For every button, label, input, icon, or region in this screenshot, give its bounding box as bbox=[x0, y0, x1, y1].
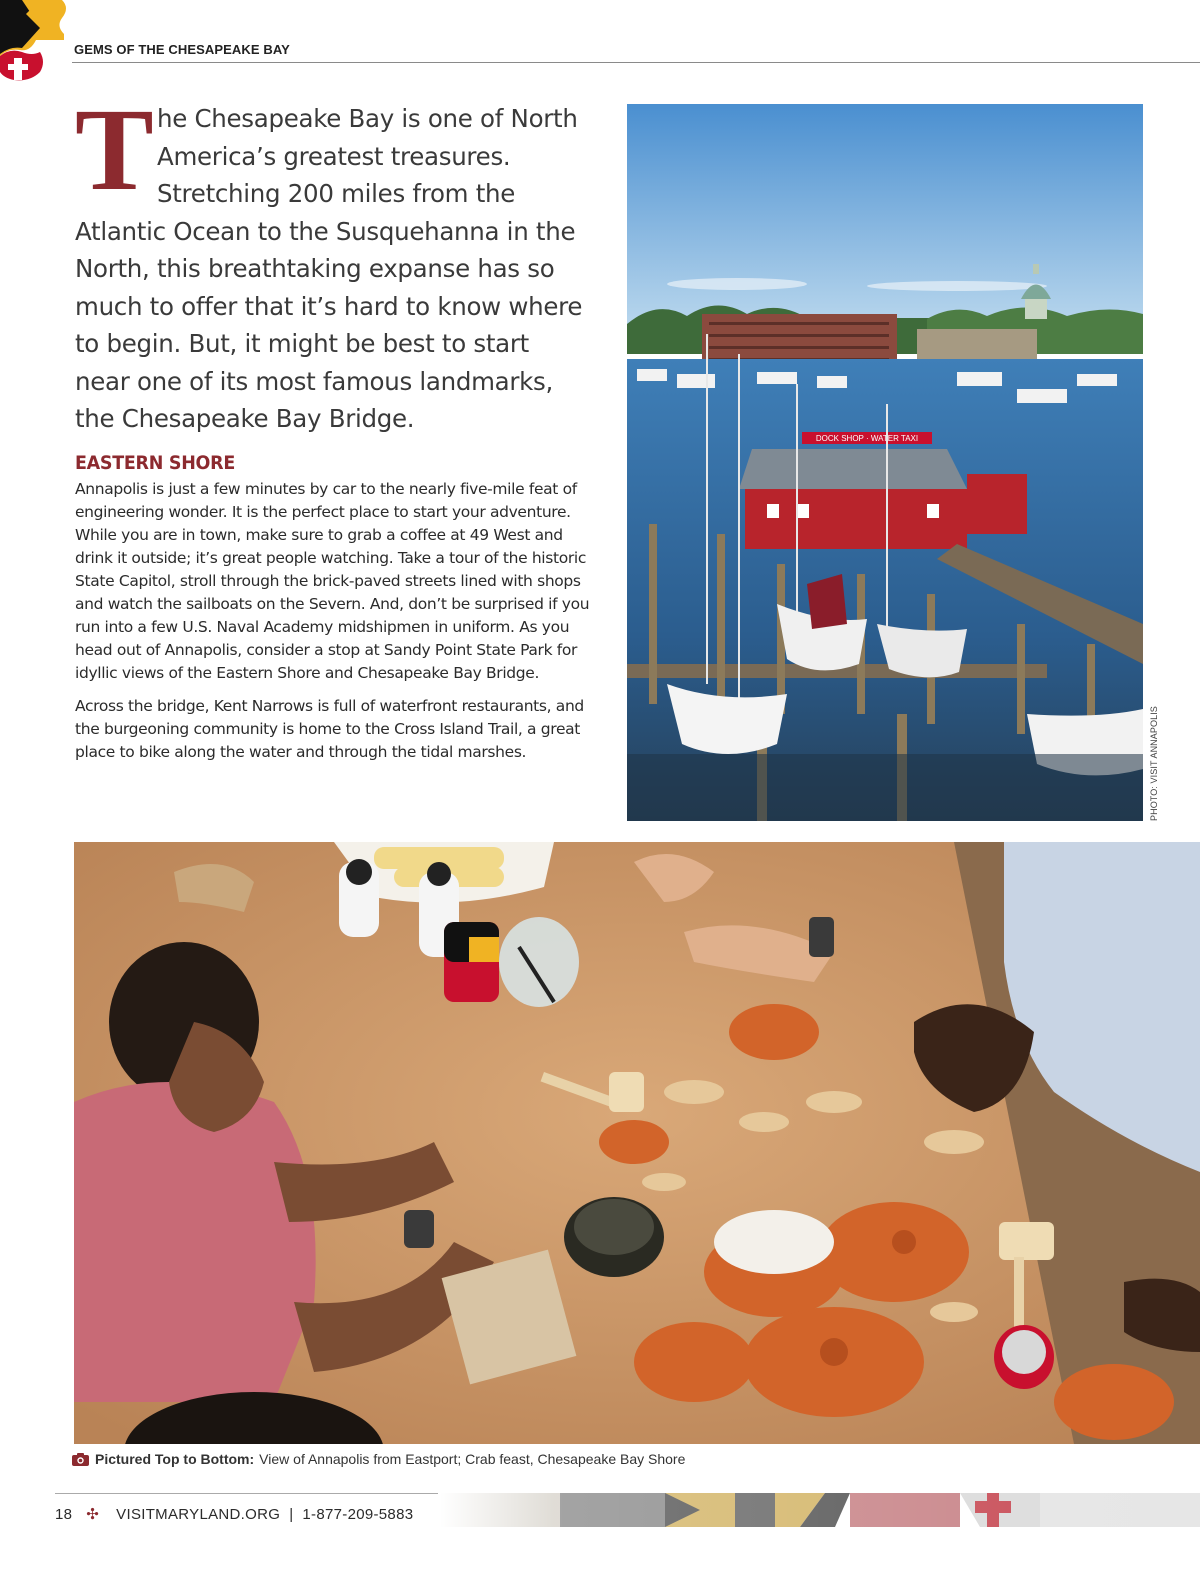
crab-feast-photo bbox=[74, 842, 1200, 1444]
intro-text: he Chesapeake Bay is one of North America’s greatest treasures. Stretching 200 miles from the Atlantic Ocean to the Susquehanna in the North, this breathtaking expanse has so much to offer that it’s hard to know where to begin. But, it might be best to start near one of its most famous landmarks, the Chesapeake Bay Bridge. bbox=[75, 104, 583, 433]
header-divider bbox=[72, 62, 1200, 63]
footer-divider bbox=[55, 1493, 438, 1494]
body-paragraph: Across the bridge, Kent Narrows is full of waterfront restaurants, and the burgeoning community is home to the Cross Island Trail, a great place to bike along the water and through the tidal marshes. bbox=[75, 697, 584, 761]
fleur-icon: ✣ bbox=[86, 1506, 100, 1523]
caption-label: Pictured Top to Bottom: bbox=[95, 1451, 255, 1467]
page-number: 18 bbox=[55, 1505, 73, 1523]
camera-icon bbox=[72, 1453, 89, 1466]
body-paragraph: Annapolis is just a few minutes by car to the nearly five-mile feat of engineering wonder. It is the perfect place to start your adventure. While you are in town, make sure to grab a coffee at 49 West and drink it outside; it’s great people watching. Take a tour of the historic State Capitol, stroll through the brick-paved streets lined with shops and watch the sailboats on the Severn. And, don’t be surprised if you run into a few U.S. Naval Academy midshipmen in uniform. As you head out of Annapolis, consider a stop at Sandy Point State Park for idyllic views of the Eastern Shore and Chesapeake Bay Bridge. bbox=[75, 480, 590, 682]
footer-divider-bar: | bbox=[289, 1505, 294, 1523]
flag-band-decoration bbox=[440, 1493, 1200, 1527]
caption-text: View of Annapolis from Eastport; Crab feast, Chesapeake Bay Shore bbox=[259, 1451, 686, 1467]
footer-website-link[interactable]: VISITMARYLAND.ORG bbox=[116, 1505, 281, 1523]
drop-cap: T bbox=[75, 84, 154, 215]
section-heading: EASTERN SHORE bbox=[75, 452, 235, 474]
photo-caption bbox=[72, 1451, 685, 1467]
annapolis-harbor-photo bbox=[627, 104, 1143, 821]
footer-phone-link[interactable]: 1-877-209-5883 bbox=[302, 1505, 414, 1523]
intro-block bbox=[75, 84, 585, 438]
footer bbox=[55, 1505, 413, 1523]
photo-credit: PHOTO: VISIT ANNAPOLIS bbox=[1149, 706, 1159, 821]
crab-feast-illustration bbox=[74, 842, 1200, 1444]
body-copy bbox=[75, 478, 597, 774]
maryland-flag-corner-icon bbox=[0, 0, 70, 82]
harbor-illustration bbox=[627, 104, 1143, 821]
section-header-title: GEMS OF THE CHESAPEAKE BAY bbox=[74, 42, 290, 57]
dock-shop-sign: DOCK SHOP · WATER TAXI bbox=[815, 434, 919, 443]
